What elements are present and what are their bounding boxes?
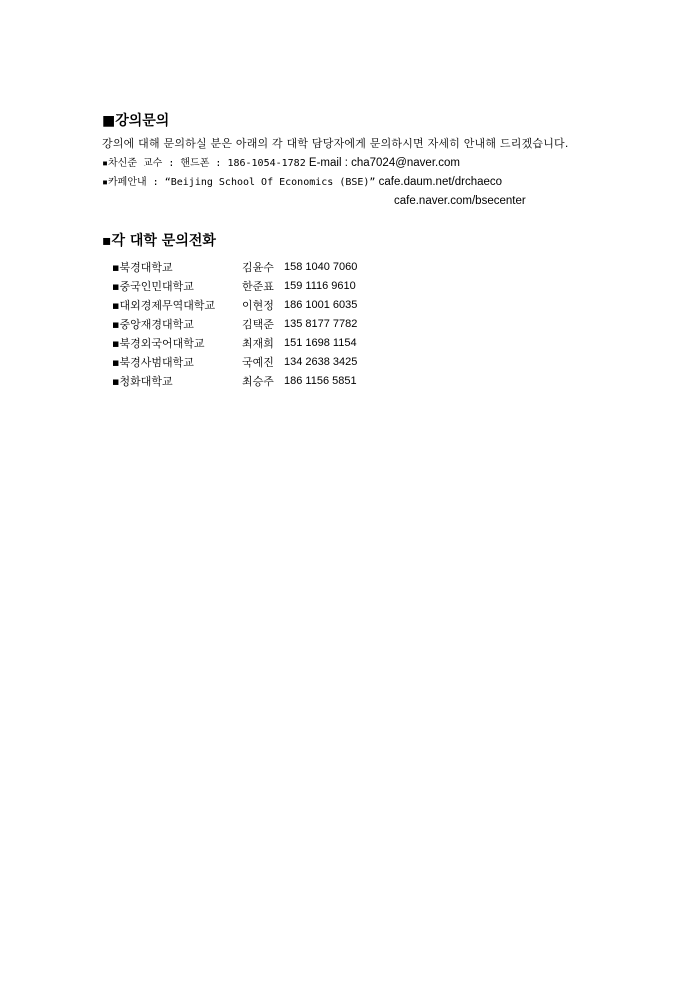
lecture-inquiry-intro: 강의에 대해 문의하실 분은 아래의 각 대학 담당자에게 문의하시면 자세히 안내해 드리겠습니다.	[102, 137, 569, 150]
university-name: ▪중앙재경대학교	[112, 318, 194, 331]
contact-person: 최재희	[242, 337, 274, 350]
lecture-inquiry-heading: ■강의문의	[102, 113, 170, 129]
contact-phone: 159 1116 9610	[284, 280, 356, 292]
section-spacer	[102, 210, 612, 232]
cafe-label: ▪카페안내 : “Beijing School Of Economics (BSE)”	[102, 177, 376, 188]
contact-person: 한준표	[242, 280, 274, 293]
university-row	[112, 372, 612, 391]
university-name: ▪청화대학교	[112, 375, 173, 388]
contact-phone: 186 1156 5851	[284, 375, 357, 387]
cafe-naver-url: cafe.naver.com/bsecenter	[394, 195, 526, 207]
contact-person: 김윤수	[242, 261, 274, 274]
contact-phone: 151 1698 1154	[284, 337, 357, 349]
university-name: ▪북경외국어대학교	[112, 337, 205, 350]
university-row	[112, 258, 612, 277]
cafe-daum-url: cafe.daum.net/drchaeco	[375, 176, 503, 188]
contact-person: 이현정	[242, 299, 274, 312]
contact-person: 최승주	[242, 375, 274, 388]
contact-phone: 158 1040 7060	[284, 261, 358, 273]
university-contact-list	[102, 258, 612, 391]
professor-phone: ▪차신준 교수 : 핸드폰 : 186-1054-1782	[102, 158, 306, 169]
contact-phone: 186 1001 6035	[284, 299, 358, 311]
professor-contact-line	[102, 153, 612, 172]
university-name: ▪중국인민대학교	[112, 280, 194, 293]
university-row	[112, 296, 612, 315]
contact-person: 국예진	[242, 356, 274, 369]
university-name: ▪북경사범대학교	[112, 356, 194, 369]
document-page	[102, 112, 612, 391]
university-row	[112, 353, 612, 372]
professor-email: E-mail : cha7024@naver.com	[305, 157, 460, 169]
contact-person: 김택준	[242, 318, 274, 331]
university-phone-heading: ▪각 대학 문의전화	[102, 233, 216, 249]
university-row	[112, 315, 612, 334]
cafe-naver-line	[102, 191, 612, 210]
university-row	[112, 277, 612, 296]
contact-phone: 135 8177 7782	[284, 318, 358, 330]
university-name: ▪대외경제무역대학교	[112, 299, 216, 312]
cafe-info-line	[102, 172, 612, 191]
contact-phone: 134 2638 3425	[284, 356, 358, 368]
university-name: ▪북경대학교	[112, 261, 173, 274]
university-row	[112, 334, 612, 353]
